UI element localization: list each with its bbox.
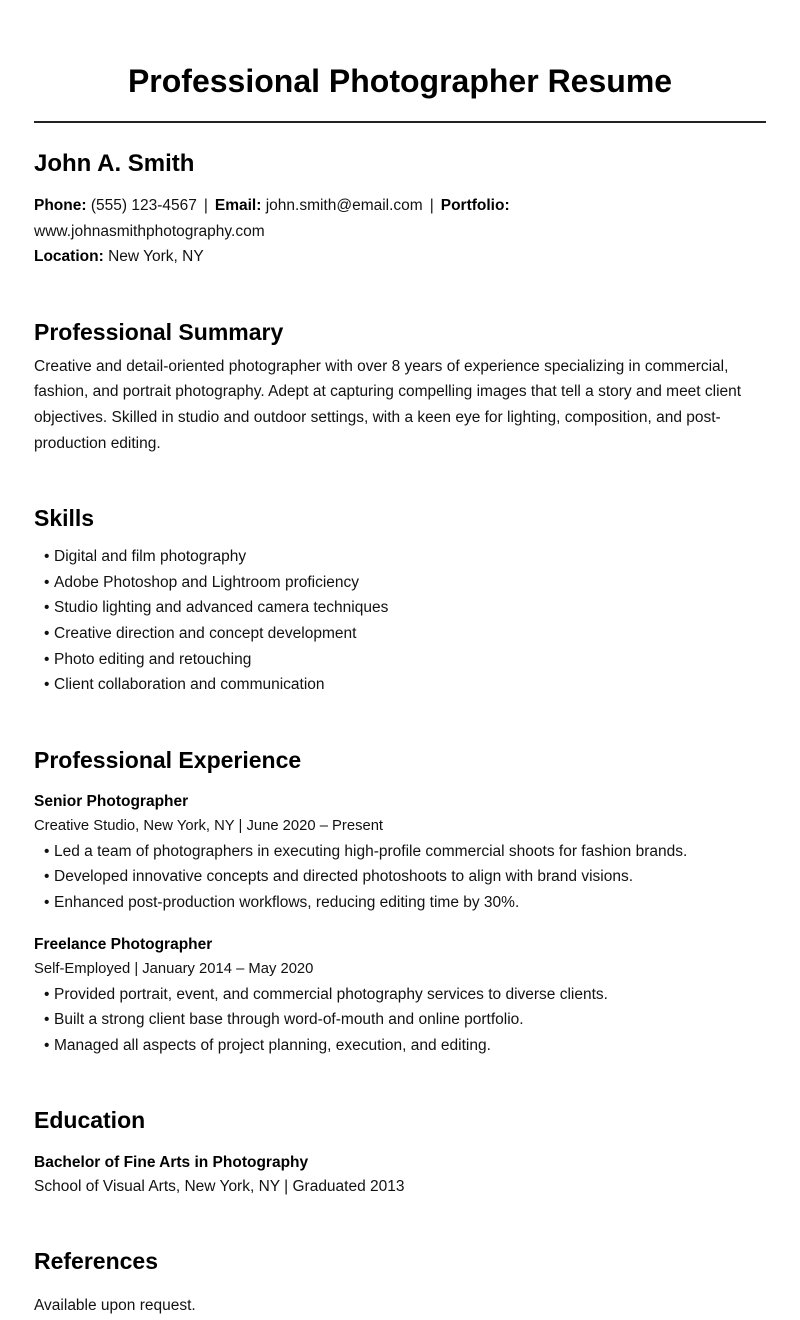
- job-bullet: • Enhanced post-production workflows, reducing editing time by 30%.: [34, 890, 766, 916]
- job-title: Senior Photographer: [34, 792, 189, 810]
- education-heading: Education: [34, 1107, 146, 1134]
- job-bullets: [34, 982, 766, 1059]
- contact-line-location: [34, 244, 766, 270]
- job-entry: [34, 933, 766, 1059]
- job-title: Freelance Photographer: [34, 935, 213, 953]
- contact-line-1: [34, 193, 766, 219]
- skill-item: • Studio lighting and advanced camera techniques: [34, 595, 766, 621]
- summary-section: [34, 318, 766, 456]
- skill-item: • Photo editing and retouching: [34, 647, 766, 673]
- references-heading: References: [34, 1248, 159, 1275]
- portfolio-value: www.johnasmithphotography.com: [34, 222, 265, 240]
- skill-item: • Adobe Photoshop and Lightroom proficiency: [34, 570, 766, 596]
- phone-value: (555) 123-4567: [90, 197, 197, 214]
- summary-text: Creative and detail-oriented photographer with over 8 years of experience specializing in commercial, fashion, and portrait photography. Adept at capturing compelling images that tell a story and meet client objectives. Skilled in studio and outdoor settings, with a keen eye for lighting, composition, and post-production editing.: [34, 357, 742, 452]
- summary-heading: Professional Summary: [34, 318, 284, 345]
- location-label: Location:: [34, 248, 104, 266]
- candidate-name: John A. Smith: [34, 150, 195, 177]
- job-bullet: • Provided portrait, event, and commercial photography services to diverse clients.: [34, 982, 766, 1008]
- job-bullets: [34, 839, 766, 916]
- education-section: [34, 1106, 766, 1199]
- skills-heading: Skills: [34, 505, 95, 532]
- phone-label: Phone:: [34, 197, 87, 214]
- experience-heading: Professional Experience: [34, 746, 302, 773]
- contact-separator: |: [429, 197, 434, 214]
- job-bullet: • Built a strong client base through word-of-mouth and online portfolio.: [34, 1007, 766, 1033]
- job-meta: Self-Employed | January 2014 – May 2020: [34, 960, 314, 977]
- skills-list: [34, 544, 766, 698]
- job-entry: [34, 790, 766, 916]
- experience-section: [34, 746, 766, 1059]
- job-bullet: • Developed innovative concepts and directed photoshoots to align with brand visions.: [34, 864, 766, 890]
- skill-item: • Creative direction and concept development: [34, 621, 766, 647]
- contact-separator: |: [203, 197, 208, 214]
- references-text: Available upon request.: [34, 1297, 196, 1315]
- contact-info: [34, 193, 766, 270]
- job-bullet: • Led a team of photographers in executing high-profile commercial shoots for fashion brands.: [34, 839, 766, 865]
- job-meta: Creative Studio, New York, NY | June 2020 – Present: [34, 817, 384, 834]
- portfolio-label: Portfolio:: [440, 197, 510, 214]
- skill-item: • Client collaboration and communication: [34, 672, 766, 698]
- skills-section: [34, 504, 766, 698]
- education-meta: School of Visual Arts, New York, NY | Graduated 2013: [34, 1178, 405, 1196]
- education-entry: [34, 1151, 766, 1199]
- title-divider: [34, 121, 766, 123]
- references-section: [34, 1247, 766, 1319]
- document-title: Professional Photographer Resume: [127, 63, 673, 99]
- degree-title: Bachelor of Fine Arts in Photography: [34, 1154, 309, 1172]
- skill-item: • Digital and film photography: [34, 544, 766, 570]
- email-value: john.smith@email.com: [265, 197, 423, 214]
- job-bullet: • Managed all aspects of project planning, execution, and editing.: [34, 1033, 766, 1059]
- location-value: New York, NY: [108, 248, 204, 266]
- email-label: Email:: [214, 197, 262, 214]
